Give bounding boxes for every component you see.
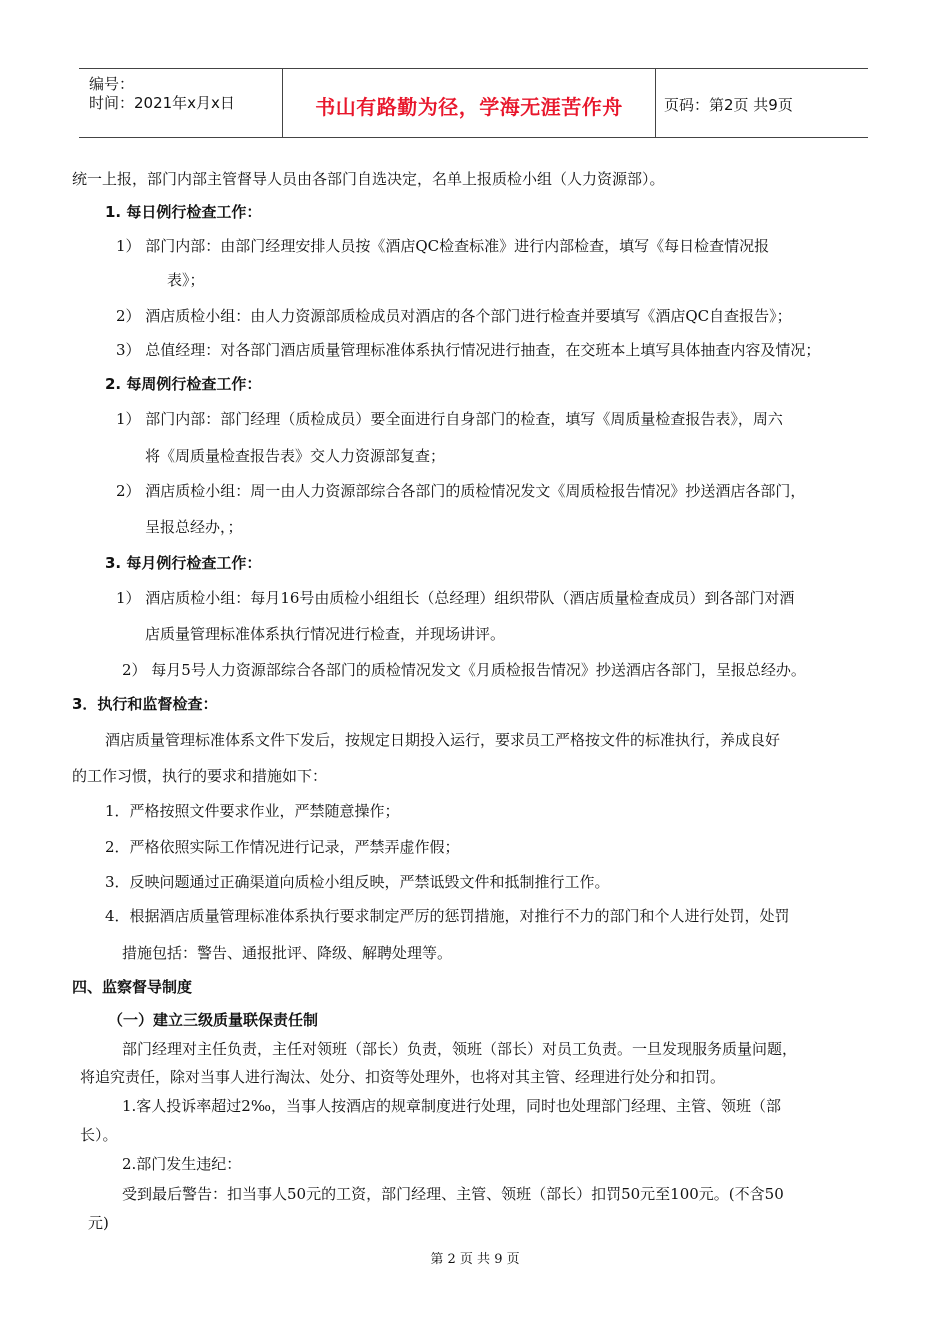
list-item: 4．根据酒店质量管理标准体系执行要求制定严厉的惩罚措施，对推行不力的部门和个人进行处罚，处罚 <box>105 907 790 925</box>
paragraph-line: 措施包括：警告、通报批评、降级、解聘处理等。 <box>122 944 453 962</box>
document-number: 编号： <box>89 75 135 93</box>
header-page-cell <box>655 69 868 137</box>
list-item: 3） 总值经理：对各部门酒店质量管理标准体系执行情况进行抽查，在交班本上填写具体抽查内容及情况； <box>116 341 821 359</box>
list-item: 1） 酒店质检小组：每月16号由质检小组组长（总经理）组织带队（酒店质量检查成员）到各部门对酒 <box>116 589 795 607</box>
list-item: 2） 每月5号人力资源部综合各部门的质检情况发文《月质检报告情况》抄送酒店各部门，呈报总经办。 <box>122 661 806 679</box>
paragraph-line: 元) <box>88 1214 109 1232</box>
page-header <box>79 68 868 138</box>
list-item: 1．严格按照文件要求作业，严禁随意操作； <box>105 802 400 820</box>
list-item: 2．严格依照实际工作情况进行记录，严禁弄虚作假； <box>105 838 460 856</box>
chapter-heading: 四、监察督导制度 <box>72 978 193 996</box>
section-heading: 2. 每周例行检查工作： <box>105 375 262 393</box>
list-item: 1） 部门内部：由部门经理安排人员按《酒店QC检查标准》进行内部检查，填写《每日检查情况报 <box>116 237 770 255</box>
paragraph-line: 酒店质量管理标准体系文件下发后，按规定日期投入运行，要求员工严格按文件的标准执行，养成良好 <box>105 731 781 749</box>
paragraph-line: 的工作习惯，执行的要求和措施如下： <box>72 767 328 785</box>
section-heading: 1. 每日例行检查工作： <box>105 203 262 221</box>
list-item: 2） 酒店质检小组：由人力资源部质检成员对酒店的各个部门进行检查并要填写《酒店QC自查报告》； <box>116 307 792 325</box>
list-item: 1） 部门内部：部门经理（质检成员）要全面进行自身部门的检查，填写《周质量检查报告表》，周六 <box>116 410 783 428</box>
list-item: 2） 酒店质检小组：周一由人力资源部综合各部门的质检情况发文《周质检报告情况》抄送酒店各部门， <box>116 482 806 500</box>
list-item: 1.客人投诉率超过2‰，当事人按酒店的规章制度进行处理，同时也处理部门经理、主管、领班（部 <box>122 1097 781 1115</box>
motto: 书山有路勤为径，学海无涯苦作舟 <box>315 95 623 119</box>
paragraph-line: 受到最后警告：扣当事人50元的工资，部门经理、主管、领班（部长）扣罚50元至100元。(不含50 <box>122 1185 784 1203</box>
subsection-heading: （一）建立三级质量联保责任制 <box>108 1011 319 1029</box>
header-info-cell <box>79 69 282 137</box>
paragraph-line: 店质量管理标准体系执行情况进行检查，并现场讲评。 <box>145 625 506 643</box>
paragraph-line: 统一上报，部门内部主管督导人员由各部门自选决定，名单上报质检小组（人力资源部）。 <box>72 170 665 188</box>
paragraph-line: 表》； <box>167 271 205 289</box>
paragraph-line: 将追究责任，除对当事人进行淘汰、处分、扣资等处理外，也将对其主管、经理进行处分和扣罚。 <box>80 1068 726 1086</box>
header-page-number: 页码：第2页 共9页 <box>664 96 793 114</box>
page-footer: 第 2 页 共 9 页 <box>430 1252 520 1267</box>
document-date: 时间：2021年x月x日 <box>89 94 235 112</box>
header-motto-cell <box>282 69 656 137</box>
paragraph-line: 部门经理对主任负责，主任对领班（部长）负责，领班（部长）对员工负责。一旦发现服务质量问题， <box>122 1040 798 1058</box>
section-heading: 3. 每月例行检查工作： <box>105 554 262 572</box>
paragraph-line: 呈报总经办，； <box>145 518 243 536</box>
paragraph-line: 将《周质量检查报告表》交人力资源部复查； <box>145 447 446 465</box>
paragraph-line: 长）。 <box>80 1126 118 1144</box>
list-item: 2.部门发生违纪： <box>122 1155 242 1173</box>
section-heading: 3．执行和监督检查： <box>72 695 218 713</box>
list-item: 3．反映问题通过正确渠道向质检小组反映，严禁诋毁文件和抵制推行工作。 <box>105 873 610 891</box>
